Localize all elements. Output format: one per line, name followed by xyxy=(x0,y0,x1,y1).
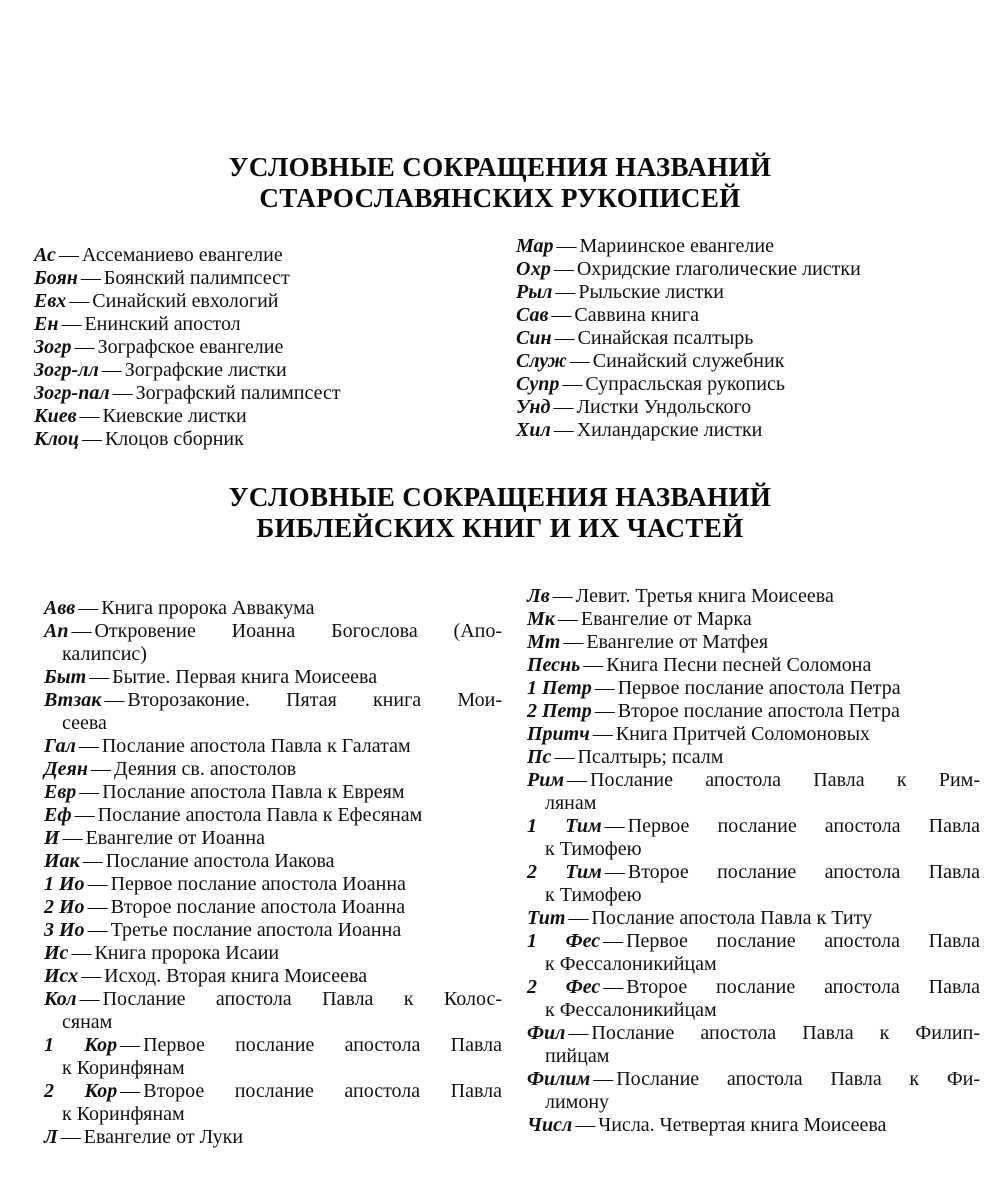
abbreviation-meaning: Енинский апостол xyxy=(84,313,241,335)
abbreviation-entry xyxy=(527,769,980,792)
abbreviation-term: 3 Ио xyxy=(44,919,85,941)
em-dash-separator: — xyxy=(60,1126,81,1148)
abbreviation-term: 1 Петр xyxy=(527,677,592,699)
abbreviation-meaning: Книга Притчей Соломоновых xyxy=(615,723,871,745)
abbreviation-meaning-continuation: к Фессалоникийцам xyxy=(545,999,717,1021)
abbreviation-term: 1 Кор xyxy=(44,1034,118,1056)
abbreviation-entry xyxy=(44,988,502,1011)
abbreviation-term: 2 Фес xyxy=(527,976,601,998)
em-dash-separator: — xyxy=(87,896,108,918)
abbreviation-meaning: Книга пророка Аввакума xyxy=(101,597,315,619)
abbreviation-term: Боян xyxy=(34,267,78,289)
abbreviation-term: Песнь xyxy=(527,654,581,676)
abbreviation-term: Зогр xyxy=(34,336,72,358)
abbreviation-meaning: Третье послание апостола Иоанна xyxy=(110,919,402,941)
em-dash-separator: — xyxy=(567,769,588,791)
abbreviation-meaning-continuation: лимону xyxy=(545,1091,610,1113)
em-dash-separator: — xyxy=(594,700,615,722)
abbreviation-meaning: Евангелие от Марка xyxy=(580,608,752,630)
abbreviation-meaning-continuation: сянам xyxy=(62,1011,113,1033)
abbreviation-meaning: Исход. Вторая книга Моисеева xyxy=(104,965,368,987)
abbreviation-meaning: Второе послание апостола Павла xyxy=(626,976,980,998)
em-dash-separator: — xyxy=(583,654,604,676)
abbreviation-term: Втзак xyxy=(44,689,102,711)
heading-line: УСЛОВНЫЕ СОКРАЩЕНИЯ НАЗВАНИЙ xyxy=(228,152,772,182)
abbreviation-term: 2 Ио xyxy=(44,896,85,918)
em-dash-separator: — xyxy=(568,1022,589,1044)
em-dash-separator: — xyxy=(82,850,103,872)
abbreviation-entry xyxy=(516,327,946,350)
abbreviation-meaning-continuation: к Коринфянам xyxy=(62,1057,185,1079)
em-dash-separator: — xyxy=(90,758,111,780)
abbreviation-term: Ас xyxy=(34,244,56,266)
em-dash-separator: — xyxy=(80,267,101,289)
abbreviation-meaning: Послание апостола Иакова xyxy=(105,850,335,872)
abbreviation-entry xyxy=(34,359,414,382)
abbreviation-entry xyxy=(44,873,502,896)
abbreviation-entry xyxy=(34,290,414,313)
abbreviation-entry xyxy=(44,1080,502,1103)
em-dash-separator: — xyxy=(78,735,99,757)
abbreviation-term: Еф xyxy=(44,804,72,826)
manuscripts-list-right xyxy=(516,235,946,442)
abbreviation-entry xyxy=(44,804,502,827)
em-dash-separator: — xyxy=(604,861,625,883)
abbreviation-meaning: Послание апостола Павла к Рим- xyxy=(590,769,980,791)
abbreviation-entry xyxy=(527,861,980,884)
abbreviation-term: Авв xyxy=(44,597,76,619)
abbreviation-meaning: Послание апостола Павла к Евреям xyxy=(102,781,405,803)
abbreviation-entry xyxy=(34,382,414,405)
abbreviation-term: 1 Ио xyxy=(44,873,85,895)
abbreviation-meaning: Первое послание апостола Павла xyxy=(627,815,980,837)
abbreviation-meaning: Послание апостола Павла к Галатам xyxy=(101,735,411,757)
abbreviation-term: Деян xyxy=(44,758,88,780)
em-dash-separator: — xyxy=(563,631,584,653)
em-dash-separator: — xyxy=(552,585,573,607)
em-dash-separator: — xyxy=(69,290,90,312)
em-dash-separator: — xyxy=(120,1034,141,1056)
abbreviation-term: Охр xyxy=(516,258,551,280)
abbreviation-entry xyxy=(527,585,980,608)
abbreviation-entry xyxy=(516,373,946,396)
em-dash-separator: — xyxy=(120,1080,141,1102)
em-dash-separator: — xyxy=(556,235,577,257)
manuscripts-list-left xyxy=(34,244,414,451)
abbreviation-entry xyxy=(44,689,502,712)
em-dash-separator: — xyxy=(79,988,100,1010)
abbreviation-term: 2 Петр xyxy=(527,700,592,722)
em-dash-separator: — xyxy=(81,965,102,987)
abbreviation-entry xyxy=(34,313,414,336)
em-dash-separator: — xyxy=(71,942,92,964)
em-dash-separator: — xyxy=(557,608,578,630)
em-dash-separator: — xyxy=(603,976,624,998)
abbreviation-entry xyxy=(44,896,502,919)
em-dash-separator: — xyxy=(553,258,574,280)
bible-books-list-right xyxy=(527,585,980,1137)
em-dash-separator: — xyxy=(61,313,82,335)
abbreviation-meaning: Первое послание апостола Павла xyxy=(626,930,980,952)
em-dash-separator: — xyxy=(87,873,108,895)
abbreviation-meaning-continuation: пийцам xyxy=(545,1045,610,1067)
abbreviation-meaning-continuation: к Тимофею xyxy=(545,838,642,860)
abbreviation-term: 1 Тим xyxy=(527,815,602,837)
abbreviation-term: Быт xyxy=(44,666,87,688)
abbreviation-meaning-continuation: к Тимофею xyxy=(545,884,642,906)
abbreviation-meaning: Послание апостола Павла к Фи- xyxy=(616,1068,980,1090)
abbreviation-meaning: Евангелие от Иоанна xyxy=(85,827,265,849)
abbreviation-meaning: Боянский палимпсест xyxy=(103,267,290,289)
heading-line: СТАРОСЛАВЯНСКИХ РУКОПИСЕЙ xyxy=(259,183,741,213)
abbreviation-meaning: Евангелие от Луки xyxy=(83,1126,244,1148)
abbreviation-meaning: Саввина книга xyxy=(574,304,700,326)
abbreviation-term: Зогр-лл xyxy=(34,359,99,381)
abbreviation-entry xyxy=(44,919,502,942)
abbreviation-term: Мк xyxy=(527,608,555,630)
abbreviation-meaning: Послание апостола Павла к Ефесянам xyxy=(97,804,423,826)
abbreviation-meaning: Зографские листки xyxy=(124,359,287,381)
abbreviation-entry xyxy=(34,405,414,428)
abbreviation-term: Л xyxy=(44,1126,58,1148)
abbreviation-entry xyxy=(527,723,980,746)
em-dash-separator: — xyxy=(575,1114,596,1136)
abbreviation-meaning: Охридские глаголические листки xyxy=(576,258,861,280)
abbreviation-term: Числ xyxy=(527,1114,573,1136)
abbreviation-meaning: Синайский служебник xyxy=(592,350,785,372)
abbreviation-term: Филим xyxy=(527,1068,591,1090)
abbreviation-term: Тит xyxy=(527,907,566,929)
abbreviation-meaning: Откровение Иоанна Богослова (Апо- xyxy=(94,620,502,642)
em-dash-separator: — xyxy=(74,804,95,826)
abbreviation-entry xyxy=(44,827,502,850)
abbreviation-meaning: Рыльские листки xyxy=(578,281,724,303)
section-heading-manuscripts xyxy=(0,152,1000,214)
em-dash-separator: — xyxy=(593,1068,614,1090)
abbreviation-term: Лв xyxy=(527,585,550,607)
abbreviation-entry xyxy=(527,1068,980,1091)
abbreviation-entry xyxy=(44,666,502,689)
abbreviation-entry xyxy=(527,815,980,838)
em-dash-separator: — xyxy=(604,815,625,837)
abbreviation-meaning: Супрасльская рукопись xyxy=(585,373,785,395)
abbreviation-entry xyxy=(527,700,980,723)
abbreviation-entry xyxy=(527,631,980,654)
abbreviation-entry xyxy=(44,620,502,643)
em-dash-separator: — xyxy=(71,620,92,642)
abbreviation-term: Супр xyxy=(516,373,560,395)
em-dash-separator: — xyxy=(553,396,574,418)
abbreviation-term: И xyxy=(44,827,60,849)
abbreviation-meaning: Зографское евангелие xyxy=(97,336,284,358)
em-dash-separator: — xyxy=(79,781,100,803)
abbreviation-entry xyxy=(527,907,980,930)
abbreviation-meaning: Зографский палимпсест xyxy=(135,382,341,404)
abbreviation-term: Гал xyxy=(44,735,76,757)
abbreviation-meaning: Второе послание апостола Иоанна xyxy=(110,896,406,918)
abbreviation-meaning: Послание апостола Павла к Колос- xyxy=(102,988,502,1010)
abbreviation-term: Кол xyxy=(44,988,77,1010)
abbreviation-entry xyxy=(44,1034,502,1057)
abbreviation-term: Ап xyxy=(44,620,69,642)
abbreviation-term: 1 Фес xyxy=(527,930,601,952)
abbreviation-term: Сав xyxy=(516,304,549,326)
abbreviation-term: Служ xyxy=(516,350,567,372)
abbreviation-meaning: Хиландарские листки xyxy=(576,419,763,441)
abbreviation-entry xyxy=(44,942,502,965)
abbreviation-meaning: Деяния св. апостолов xyxy=(113,758,297,780)
abbreviation-term: Хил xyxy=(516,419,551,441)
abbreviation-meaning: Синайская псалтырь xyxy=(577,327,754,349)
em-dash-separator: — xyxy=(553,419,574,441)
abbreviation-meaning-continuation: к Фессалоникийцам xyxy=(545,953,717,975)
em-dash-separator: — xyxy=(568,907,589,929)
abbreviation-entry xyxy=(516,258,946,281)
em-dash-separator: — xyxy=(81,428,102,450)
abbreviation-meaning-continuation: лянам xyxy=(545,792,597,814)
abbreviation-meaning: Первое послание апостола Павла xyxy=(143,1034,502,1056)
abbreviation-term: Ен xyxy=(34,313,59,335)
abbreviation-entry xyxy=(527,608,980,631)
abbreviation-meaning: Послание апостола Павла к Филип- xyxy=(591,1022,980,1044)
em-dash-separator: — xyxy=(569,350,590,372)
heading-line: БИБЛЕЙСКИХ КНИГ И ИХ ЧАСТЕЙ xyxy=(256,513,744,543)
em-dash-separator: — xyxy=(78,597,99,619)
abbreviation-term: Мт xyxy=(527,631,561,653)
abbreviation-entry xyxy=(44,965,502,988)
em-dash-separator: — xyxy=(555,281,576,303)
em-dash-separator: — xyxy=(603,930,624,952)
abbreviation-entry xyxy=(44,850,502,873)
abbreviation-meaning: Первое послание апостола Иоанна xyxy=(110,873,406,895)
abbreviation-entry xyxy=(44,1126,502,1149)
abbreviation-term: Пс xyxy=(527,746,552,768)
abbreviation-term: Исх xyxy=(44,965,79,987)
abbreviation-entry xyxy=(527,654,980,677)
abbreviation-meaning: Мариинское евангелие xyxy=(579,235,774,257)
em-dash-separator: — xyxy=(562,373,583,395)
abbreviation-entry xyxy=(516,304,946,327)
abbreviation-meaning: Первое послание апостола Петра xyxy=(617,677,901,699)
abbreviation-meaning-continuation: сеева xyxy=(62,712,107,734)
em-dash-separator: — xyxy=(594,677,615,699)
em-dash-separator: — xyxy=(101,359,122,381)
abbreviation-term: 2 Кор xyxy=(44,1080,118,1102)
em-dash-separator: — xyxy=(104,689,125,711)
abbreviation-meaning: Второе послание апостола Павла xyxy=(143,1080,502,1102)
abbreviation-term: Притч xyxy=(527,723,590,745)
abbreviation-meaning: Евангелие от Матфея xyxy=(586,631,769,653)
abbreviation-term: Фил xyxy=(527,1022,566,1044)
abbreviation-meaning: Второе послание апостола Петра xyxy=(617,700,900,722)
abbreviation-meaning: Листки Ундольского xyxy=(576,396,752,418)
abbreviation-term: Мар xyxy=(516,235,554,257)
abbreviation-entry xyxy=(34,244,414,267)
abbreviation-meaning: Киевские листки xyxy=(102,405,247,427)
abbreviation-meaning: Книга пророка Исаии xyxy=(94,942,280,964)
abbreviation-entry xyxy=(44,735,502,758)
abbreviation-entry xyxy=(44,781,502,804)
abbreviation-entry xyxy=(516,235,946,258)
abbreviation-entry xyxy=(527,677,980,700)
abbreviation-entry xyxy=(516,350,946,373)
abbreviation-entry xyxy=(527,976,980,999)
abbreviation-term: Клоц xyxy=(34,428,79,450)
em-dash-separator: — xyxy=(551,304,572,326)
abbreviation-term: Син xyxy=(516,327,552,349)
abbreviation-term: Зогр-пал xyxy=(34,382,110,404)
abbreviation-entry xyxy=(527,930,980,953)
abbreviation-meaning: Бытие. Первая книга Моисеева xyxy=(112,666,378,688)
abbreviation-term: Ис xyxy=(44,942,69,964)
em-dash-separator: — xyxy=(58,244,79,266)
abbreviation-meaning: Ассеманиево евангелие xyxy=(81,244,283,266)
abbreviation-entry xyxy=(34,336,414,359)
abbreviation-meaning: Псалтырь; псалм xyxy=(577,746,724,768)
abbreviation-term: Рим xyxy=(527,769,565,791)
abbreviation-meaning: Второзаконие. Пятая книга Мои- xyxy=(127,689,502,711)
em-dash-separator: — xyxy=(89,666,110,688)
abbreviation-entry xyxy=(527,1022,980,1045)
abbreviation-entry xyxy=(516,419,946,442)
abbreviation-meaning: Послание апостола Павла к Титу xyxy=(591,907,873,929)
abbreviation-term: Евх xyxy=(34,290,67,312)
abbreviation-term: Киев xyxy=(34,405,77,427)
abbreviation-meaning: Второе послание апостола Павла xyxy=(627,861,981,883)
abbreviation-entry xyxy=(34,267,414,290)
abbreviation-meaning-continuation: калипсис) xyxy=(62,643,147,665)
em-dash-separator: — xyxy=(74,336,95,358)
abbreviation-entry xyxy=(527,1114,980,1137)
em-dash-separator: — xyxy=(554,327,575,349)
abbreviation-meaning: Клоцов сборник xyxy=(104,428,244,450)
abbreviation-term: Иак xyxy=(44,850,80,872)
abbreviation-entry xyxy=(527,746,980,769)
em-dash-separator: — xyxy=(592,723,613,745)
em-dash-separator: — xyxy=(79,405,100,427)
em-dash-separator: — xyxy=(87,919,108,941)
abbreviation-entry xyxy=(516,281,946,304)
abbreviation-term: Унд xyxy=(516,396,551,418)
em-dash-separator: — xyxy=(112,382,133,404)
abbreviation-meaning: Книга Песни песней Соломона xyxy=(606,654,872,676)
em-dash-separator: — xyxy=(554,746,575,768)
abbreviation-entry xyxy=(516,396,946,419)
abbreviation-meaning-continuation: к Коринфянам xyxy=(62,1103,185,1125)
abbreviation-entry xyxy=(34,428,414,451)
abbreviation-term: Рыл xyxy=(516,281,553,303)
em-dash-separator: — xyxy=(62,827,83,849)
abbreviation-entry xyxy=(44,758,502,781)
abbreviation-term: Евр xyxy=(44,781,77,803)
abbreviation-term: 2 Тим xyxy=(527,861,602,883)
bible-books-list-left xyxy=(44,597,502,1149)
section-heading-bible-books xyxy=(0,482,1000,544)
abbreviation-meaning: Левит. Третья книга Моисеева xyxy=(575,585,834,607)
abbreviation-meaning: Числа. Четвертая книга Моисеева xyxy=(598,1114,887,1136)
abbreviation-entry xyxy=(44,597,502,620)
heading-line: УСЛОВНЫЕ СОКРАЩЕНИЯ НАЗВАНИЙ xyxy=(228,482,772,512)
abbreviation-meaning: Синайский евхологий xyxy=(92,290,279,312)
